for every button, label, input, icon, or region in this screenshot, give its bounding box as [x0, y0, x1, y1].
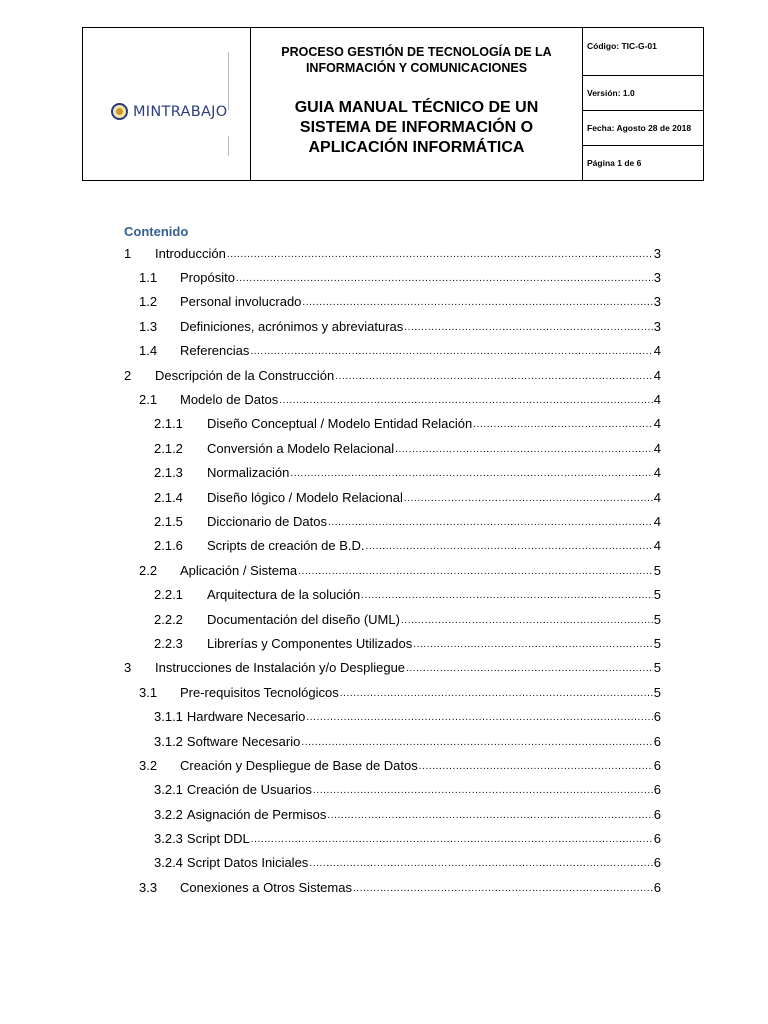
- toc-dot-leader: [361, 590, 653, 601]
- toc-entry[interactable]: [124, 339, 661, 363]
- toc-dot-leader: [251, 834, 653, 845]
- toc-entry-page: 4: [653, 489, 661, 505]
- toc-entry[interactable]: [124, 265, 661, 289]
- toc-entry-page: 4: [653, 392, 661, 408]
- toc-entry-title: Introducción: [155, 245, 226, 261]
- toc-entry-number: 3.1.1: [154, 709, 183, 725]
- mintrabajo-logo: [111, 103, 227, 120]
- toc-entry[interactable]: [124, 436, 661, 460]
- toc-entry[interactable]: [124, 680, 661, 704]
- toc-entry-number: 3.2.4: [154, 855, 183, 871]
- table-of-contents: [124, 223, 661, 900]
- toc-dot-leader: [413, 639, 653, 650]
- document-title: [251, 98, 582, 158]
- toc-heading: Contenido: [124, 224, 189, 239]
- toc-dot-leader: [401, 615, 653, 626]
- toc-entry[interactable]: [124, 753, 661, 777]
- toc-entry[interactable]: [124, 534, 661, 558]
- toc-list: [124, 241, 661, 900]
- toc-entry-title: Conexiones a Otros Sistemas: [180, 879, 352, 895]
- title-line-2: SISTEMA DE INFORMACIÓN O: [299, 119, 534, 136]
- toc-entry[interactable]: [124, 875, 661, 899]
- toc-entry-page: 6: [653, 709, 661, 725]
- toc-entry-page: 5: [653, 611, 661, 627]
- toc-entry-title: Arquitectura de la solución: [207, 587, 361, 603]
- toc-entry-number: 2.1.2: [154, 440, 183, 456]
- toc-entry-title: Conversión a Modelo Relacional: [207, 440, 395, 456]
- toc-entry-number: 3.2.3: [154, 831, 183, 847]
- toc-entry-title: Instrucciones de Instalación y/o Despliegue: [155, 660, 406, 676]
- toc-entry-page: 3: [653, 270, 661, 286]
- toc-entry-number: 2.1.3: [154, 465, 183, 481]
- toc-entry-number: 3.2: [139, 757, 158, 773]
- toc-dot-leader: [250, 346, 652, 357]
- toc-entry-page: 5: [653, 684, 661, 700]
- toc-entry-page: 4: [653, 465, 661, 481]
- title-cell: [251, 28, 583, 180]
- toc-entry-number: 2.1.5: [154, 513, 183, 529]
- toc-entry[interactable]: [124, 778, 661, 802]
- toc-entry[interactable]: [124, 412, 661, 436]
- toc-entry-number: 2.2.3: [154, 635, 183, 651]
- toc-entry-title: Diccionario de Datos: [207, 513, 327, 529]
- toc-dot-leader: [302, 297, 652, 308]
- toc-entry[interactable]: [124, 582, 661, 606]
- toc-entry-page: 5: [653, 587, 661, 603]
- toc-entry-page: 6: [653, 879, 661, 895]
- toc-entry-page: 5: [653, 562, 661, 578]
- toc-entry-page: 4: [653, 513, 661, 529]
- document-header: [82, 27, 704, 181]
- toc-dot-leader: [335, 371, 653, 382]
- toc-entry-number: 3: [124, 660, 132, 676]
- toc-entry[interactable]: [124, 656, 661, 680]
- process-line-2: INFORMACIÓN Y COMUNICACIONES: [305, 61, 528, 75]
- toc-dot-leader: [419, 761, 653, 772]
- toc-entry[interactable]: [124, 704, 661, 728]
- toc-entry-page: 4: [653, 416, 661, 432]
- toc-entry-page: 5: [653, 660, 661, 676]
- toc-entry[interactable]: [124, 387, 661, 411]
- toc-entry[interactable]: [124, 607, 661, 631]
- toc-entry-title: Referencias: [180, 343, 250, 359]
- toc-entry-title: Aplicación / Sistema: [180, 562, 298, 578]
- toc-entry-title: Propósito: [180, 270, 235, 286]
- toc-entry-page: 4: [653, 343, 661, 359]
- toc-entry[interactable]: [124, 314, 661, 338]
- toc-entry-page: 4: [653, 367, 661, 383]
- toc-entry-page: 6: [653, 733, 661, 749]
- title-line-1: GUIA MANUAL TÉCNICO DE UN: [294, 99, 539, 116]
- toc-entry-number: 3.1.2: [154, 733, 183, 749]
- toc-entry[interactable]: [124, 290, 661, 314]
- toc-dot-leader: [236, 273, 653, 284]
- logo-cell: [83, 28, 251, 180]
- toc-entry[interactable]: [124, 826, 661, 850]
- toc-entry-title: Pre-requisitos Tecnológicos: [180, 684, 339, 700]
- toc-entry-number: 2.1.4: [154, 489, 183, 505]
- toc-dot-leader: [353, 883, 653, 894]
- toc-entry-title: Asignación de Permisos: [186, 806, 327, 822]
- toc-entry-title: Diseño lógico / Modelo Relacional: [207, 489, 403, 505]
- toc-entry[interactable]: [124, 802, 661, 826]
- toc-entry-page: 4: [653, 538, 661, 554]
- toc-entry[interactable]: [124, 363, 661, 387]
- toc-dot-leader: [301, 737, 652, 748]
- toc-entry-title: Creación de Usuarios: [186, 782, 312, 798]
- toc-dot-leader: [366, 541, 653, 552]
- document-date: Fecha: Agosto 28 de 2018: [583, 111, 703, 146]
- title-line-3: APLICACIÓN INFORMÁTICA: [308, 139, 525, 156]
- toc-entry-number: 1.4: [139, 343, 158, 359]
- toc-entry-number: 2.1.6: [154, 538, 183, 554]
- toc-entry[interactable]: [124, 485, 661, 509]
- toc-entry-page: 3: [653, 294, 661, 310]
- toc-entry-title: Diseño Conceptual / Modelo Entidad Relación: [207, 416, 473, 432]
- page-count: Página 1 de 6: [587, 158, 642, 168]
- toc-entry-number: 1.2: [139, 294, 158, 310]
- toc-entry-page: 3: [653, 245, 661, 261]
- toc-dot-leader: [313, 785, 653, 796]
- toc-dot-leader: [404, 322, 652, 333]
- toc-entry-number: 2.2.2: [154, 611, 183, 627]
- toc-entry[interactable]: [124, 851, 661, 875]
- toc-entry[interactable]: [124, 461, 661, 485]
- toc-entry-number: 3.2.2: [154, 806, 183, 822]
- toc-entry-title: Descripción de la Construcción: [155, 367, 335, 383]
- toc-entry-title: Documentación del diseño (UML): [207, 611, 400, 627]
- toc-entry[interactable]: [124, 729, 661, 753]
- toc-entry-number: 3.1: [139, 684, 158, 700]
- toc-entry-title: Creación y Despliegue de Base de Datos: [180, 757, 418, 773]
- toc-entry-number: 1.1: [139, 270, 158, 286]
- toc-entry-number: 1.3: [139, 318, 158, 334]
- toc-entry-number: 2.1: [139, 392, 158, 408]
- toc-entry-number: 1: [124, 245, 132, 261]
- toc-entry-title: Definiciones, acrónimos y abreviaturas: [180, 318, 404, 334]
- toc-entry-number: 3.3: [139, 879, 158, 895]
- toc-entry-title: Librerías y Componentes Utilizados: [207, 635, 413, 651]
- toc-entry-page: 3: [653, 318, 661, 334]
- document-version: Versión: 1.0: [583, 76, 703, 111]
- toc-entry-page: 6: [653, 806, 661, 822]
- metadata-cell: [583, 28, 703, 180]
- toc-entry-title: Scripts de creación de B.D.: [207, 538, 365, 554]
- toc-entry-page: 4: [653, 440, 661, 456]
- toc-entry-number: 2.2.1: [154, 587, 183, 603]
- toc-dot-leader: [404, 493, 653, 504]
- toc-entry-title: Modelo de Datos: [180, 392, 279, 408]
- toc-dot-leader: [327, 810, 652, 821]
- toc-entry-page: 6: [653, 831, 661, 847]
- toc-dot-leader: [290, 468, 652, 479]
- toc-entry-number: 2.1.1: [154, 416, 183, 432]
- toc-dot-leader: [473, 419, 653, 430]
- toc-entry[interactable]: [124, 509, 661, 533]
- logo-divider-bottom: [228, 136, 229, 156]
- toc-entry-page: 6: [653, 757, 661, 773]
- toc-dot-leader: [227, 249, 653, 260]
- toc-dot-leader: [340, 688, 653, 699]
- toc-dot-leader: [406, 663, 653, 674]
- toc-entry[interactable]: [124, 631, 661, 655]
- toc-entry-title: Personal involucrado: [180, 294, 302, 310]
- toc-dot-leader: [328, 517, 653, 528]
- toc-entry-number: 2.2: [139, 562, 158, 578]
- process-line-1: PROCESO GESTIÓN DE TECNOLOGÍA DE LA: [281, 45, 552, 59]
- toc-entry-number: 3.2.1: [154, 782, 183, 798]
- logo-divider-top: [228, 52, 229, 110]
- process-name: [251, 44, 582, 76]
- document-code: Código: TIC-G-01: [583, 28, 703, 76]
- toc-entry-title: Normalización: [207, 465, 290, 481]
- toc-entry-page: 5: [653, 635, 661, 651]
- toc-dot-leader: [279, 395, 652, 406]
- toc-entry-page: 6: [653, 855, 661, 871]
- toc-dot-leader: [306, 712, 652, 723]
- coat-of-arms-icon: [111, 103, 128, 120]
- toc-entry-page: 6: [653, 782, 661, 798]
- toc-entry-number: 2: [124, 367, 132, 383]
- toc-entry[interactable]: [124, 241, 661, 265]
- toc-dot-leader: [395, 444, 653, 455]
- toc-entry-title: Software Necesario: [186, 733, 301, 749]
- toc-dot-leader: [298, 566, 653, 577]
- toc-entry-title: Script Datos Iniciales: [186, 855, 309, 871]
- logo-text: MINTRABAJO: [133, 103, 228, 120]
- toc-entry-title: Script DDL: [186, 831, 250, 847]
- toc-entry-title: Hardware Necesario: [186, 709, 306, 725]
- toc-entry[interactable]: [124, 558, 661, 582]
- toc-dot-leader: [309, 858, 652, 869]
